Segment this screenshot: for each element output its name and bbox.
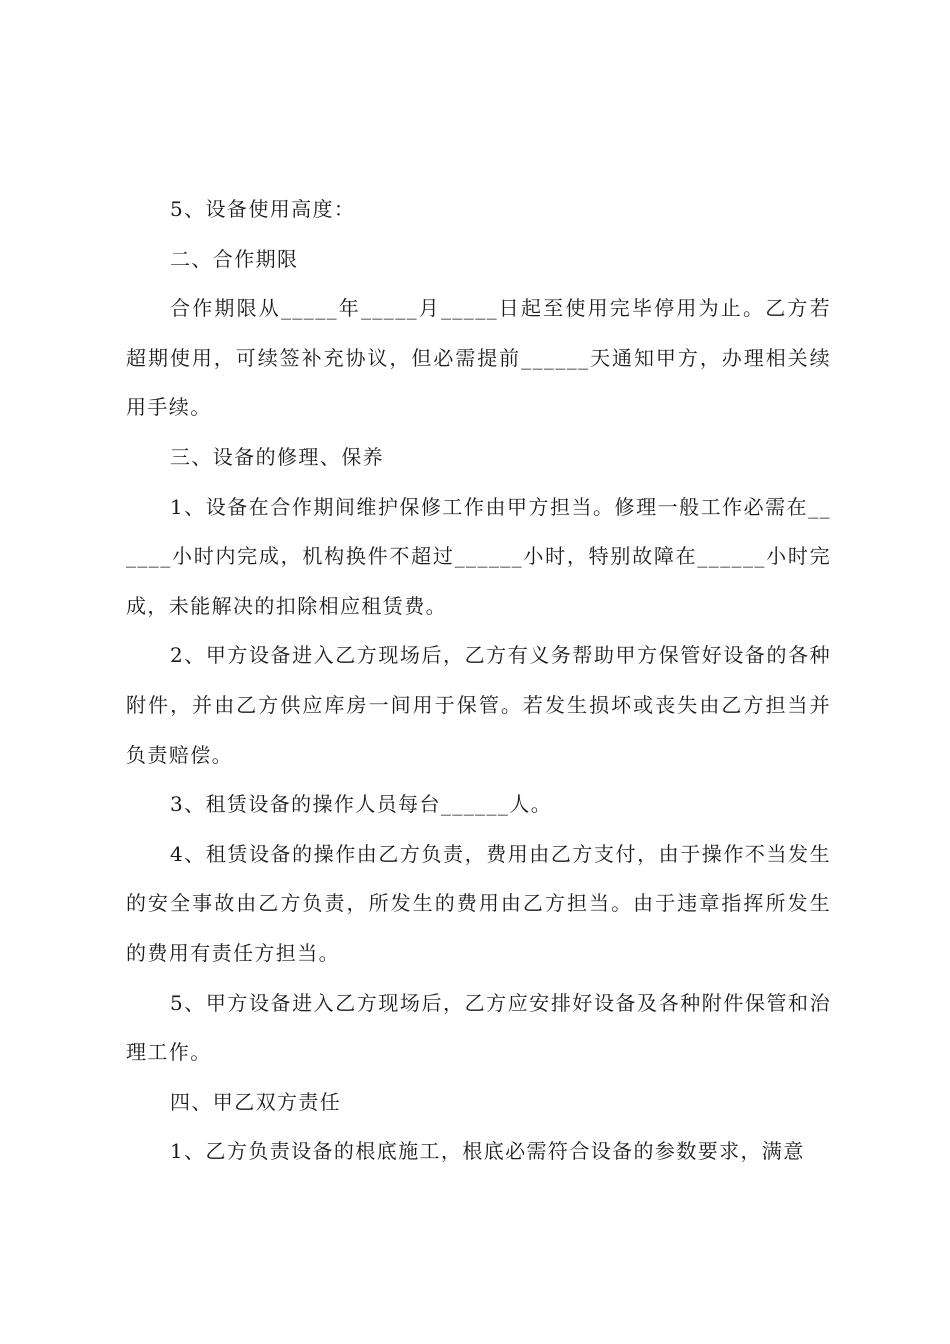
paragraph-maintenance-5: 5、甲方设备进入乙方现场后，乙方应安排好设备及各种附件保管和治理工作。 <box>126 990 831 1065</box>
heading-responsibilities: 四、甲乙双方责任 <box>170 1089 342 1114</box>
heading-maintenance: 三、设备的修理、保养 <box>170 444 384 469</box>
document-body <box>126 185 831 1177</box>
paragraph-equipment-height: 5、设备使用高度： <box>170 197 356 221</box>
paragraph-maintenance-2: 2、甲方设备进入乙方现场后，乙方有义务帮助甲方保管好设备的各种附件，并由乙方供应库房一间用于保管。若发生损坏或丧失由乙方担当并负责赔偿。 <box>126 643 831 767</box>
paragraph-cooperation-period: 合作期限从_____年_____月_____日起至使用完毕停用为止。乙方若超期使用，可续签补充协议，但必需提前______天通知甲方，办理相关续用手续。 <box>126 296 831 420</box>
paragraph-maintenance-1: 1、设备在合作期间维护保修工作由甲方担当。修理一般工作必需在______小时内完成，机构换件不超过______小时，特别故障在______小时完成，未能解决的扣除相应租赁费。 <box>126 494 831 618</box>
paragraph-maintenance-4: 4、租赁设备的操作由乙方负责，费用由乙方支付，由于操作不当发生的安全事故由乙方负责，所发生的费用由乙方担当。由于违章指挥所发生的费用有责任方担当。 <box>126 841 831 965</box>
paragraph-maintenance-3: 3、租赁设备的操作人员每台______人。 <box>170 792 553 817</box>
paragraph-responsibilities-1: 1、乙方负责设备的根底施工，根底必需符合设备的参数要求，满意 <box>170 1139 805 1164</box>
heading-cooperation-period: 二、合作期限 <box>170 246 299 271</box>
